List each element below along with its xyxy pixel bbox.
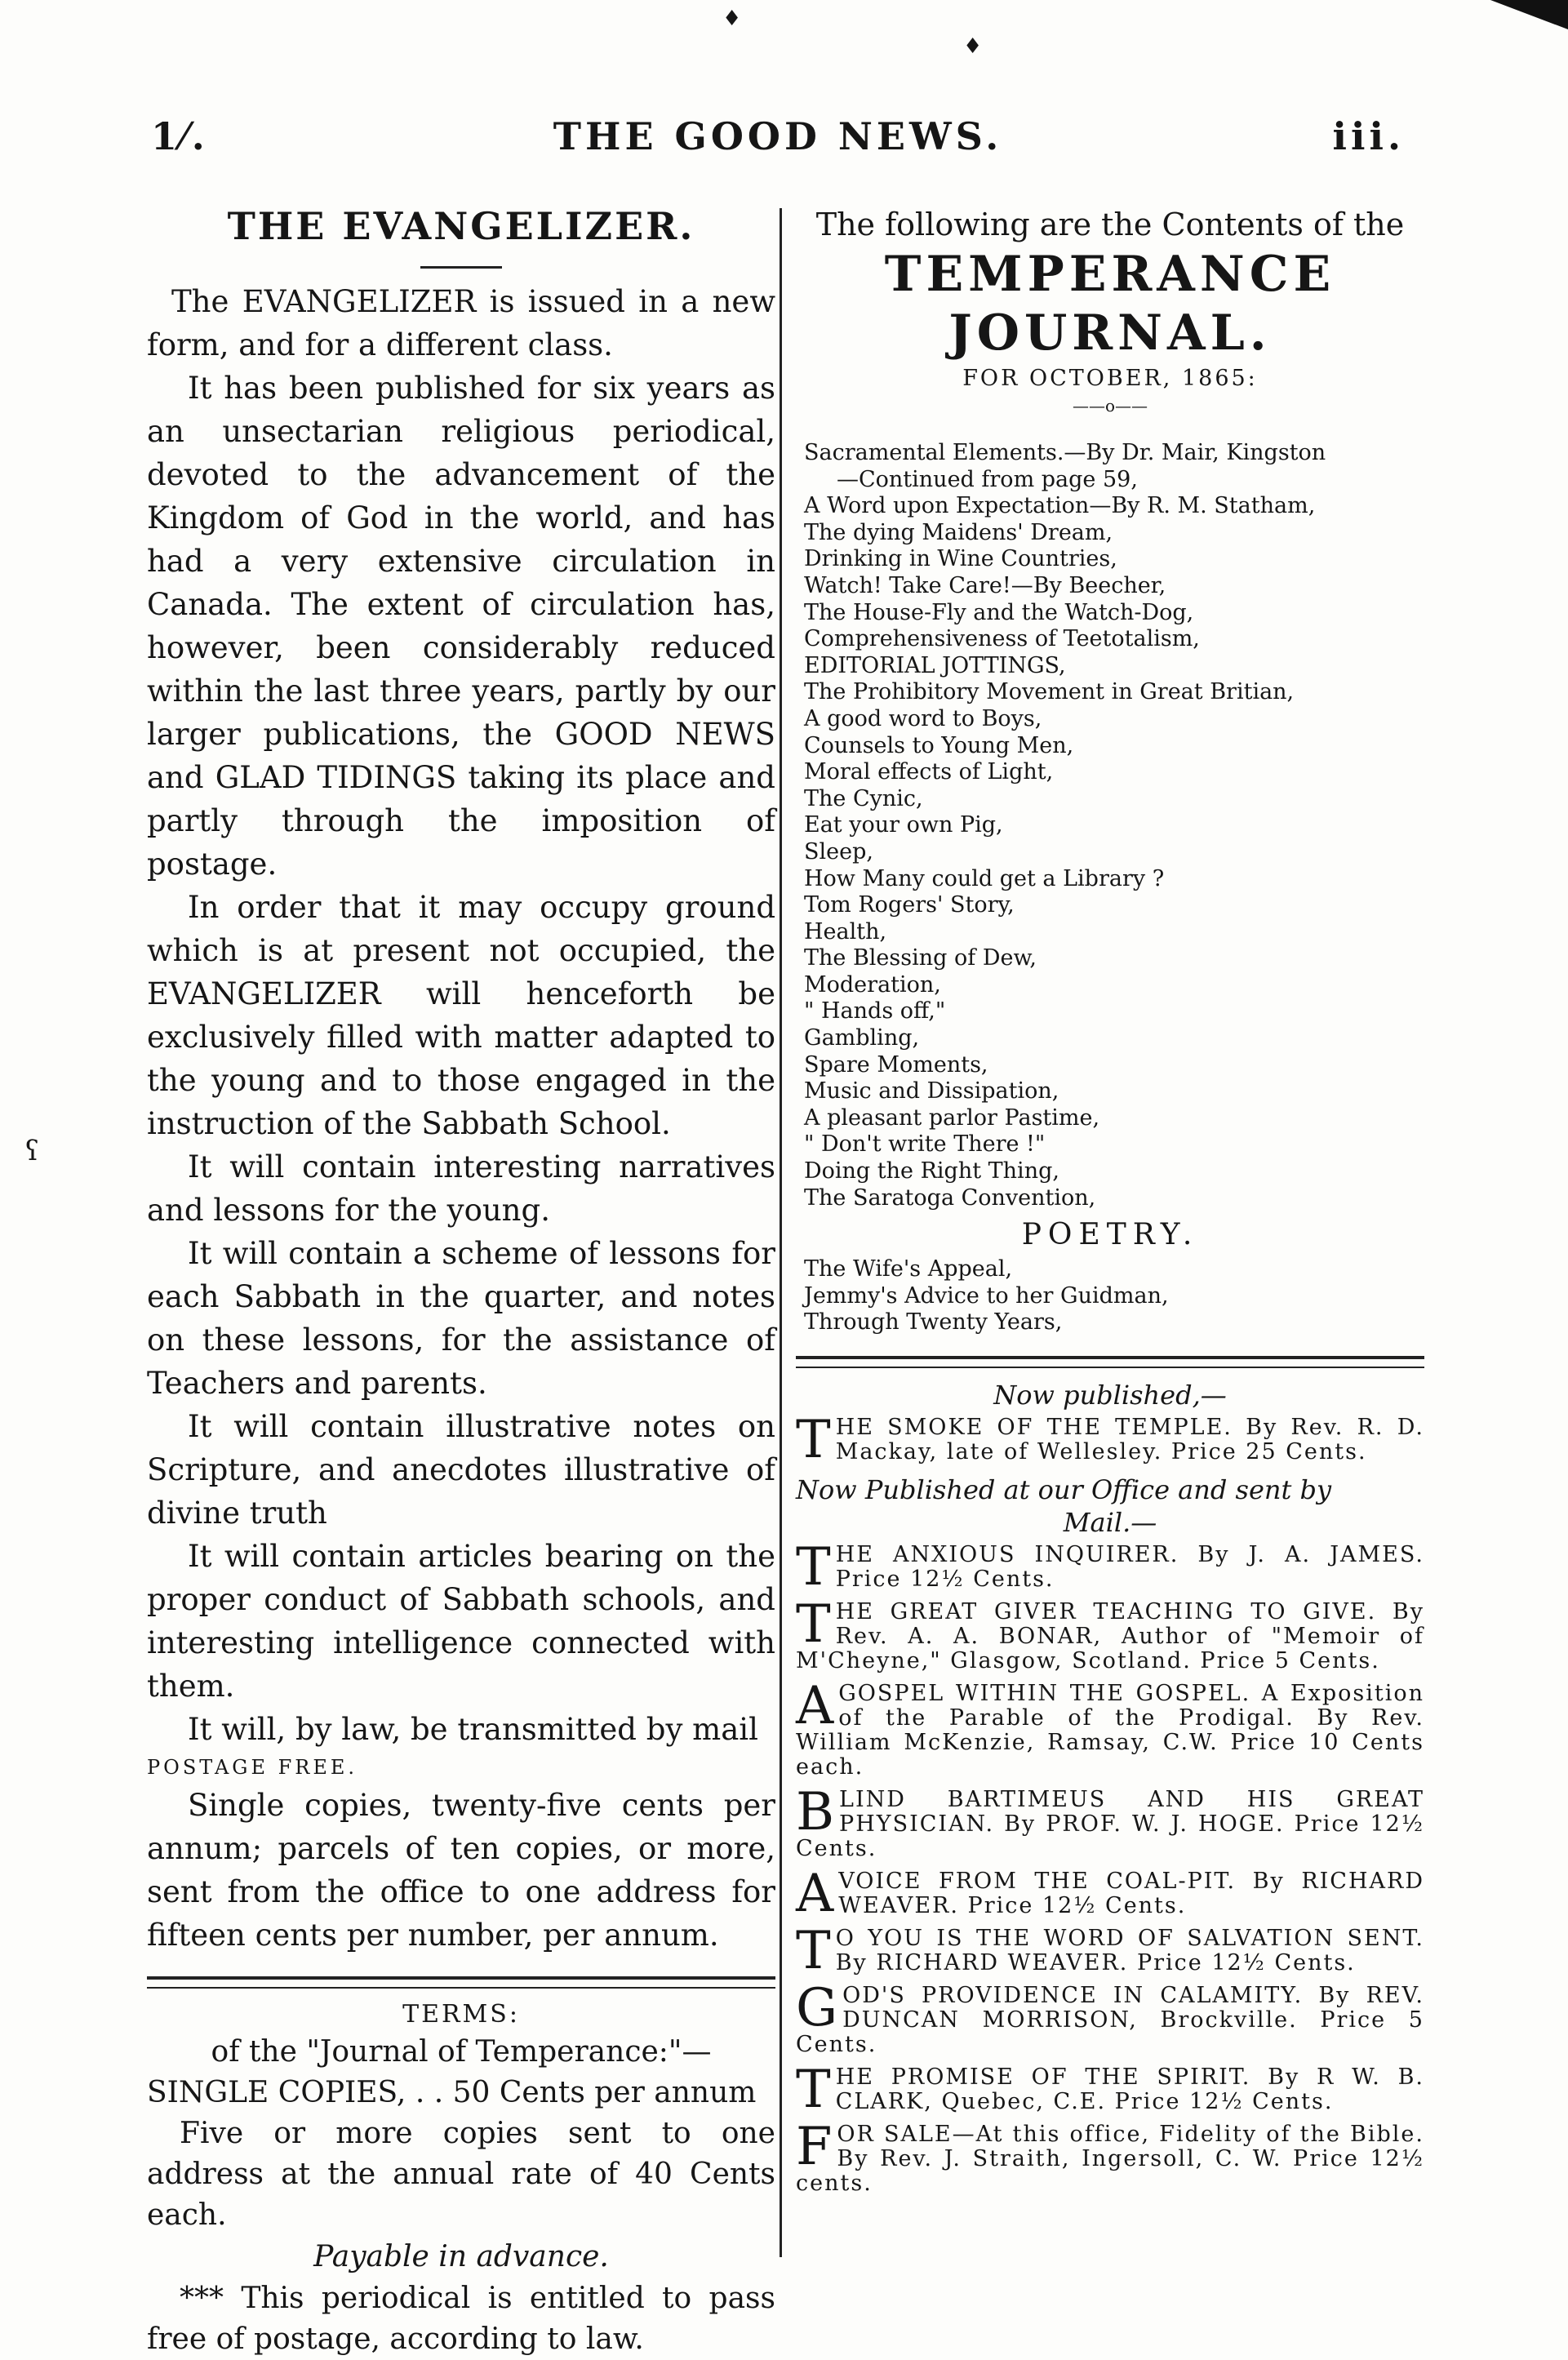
evangelizer-heading: THE EVANGELIZER. xyxy=(227,204,695,248)
contents-item: —Continued from page 59, xyxy=(837,466,1138,492)
terms-line: SINGLE COPIES, . . 50 Cents per annum xyxy=(147,2076,757,2109)
drop-cap: T xyxy=(796,1537,831,1598)
heading-rule xyxy=(420,266,502,269)
poetry-list xyxy=(796,1256,1424,1336)
advertisement-text: O YOU IS THE WORD OF SALVATION SENT. By RICHARD WEAVER. Price 12½ Cents. xyxy=(835,1926,1424,1976)
advertisement-text: HE PROMISE OF THE SPIRIT. By R W. B. CLARK, Quebec, C.E. Price 12½ Cents. xyxy=(835,2064,1424,2114)
payable-in-advance: Payable in advance. xyxy=(313,2240,609,2273)
mail-heading: Mail.— xyxy=(1063,1507,1157,1538)
contents-item: The House-Fly and the Watch-Dog, xyxy=(804,599,1194,625)
now-published-mail: Now Published at our Office and sent by xyxy=(796,1474,1332,1505)
evangelizer-paragraph: It will, by law, be transmitted by mail xyxy=(188,1712,758,1747)
corner-wedge xyxy=(1490,0,1568,29)
advertisement xyxy=(796,1676,1424,1780)
running-head-title: THE GOOD NEWS. xyxy=(553,114,1003,158)
page-number: iii. xyxy=(1332,114,1405,158)
advertisement-text: HE ANXIOUS INQUIRER. By J. A. JAMES. Price 12½ Cents. xyxy=(835,1542,1424,1592)
advertisement xyxy=(796,2060,1424,2120)
advertisement xyxy=(796,1537,1424,1598)
poetry-heading: POETRY. xyxy=(1021,1218,1199,1252)
contents-item: " Don't write There !" xyxy=(804,1131,1046,1158)
advertisement-text: OR SALE—At this office, Fidelity of the Bible. By Rev. J. Straith, Ingersoll, C. W. Price 12½ cents. xyxy=(796,2122,1424,2196)
top-speck: ♦ xyxy=(722,7,742,31)
contents-item: Sacramental Elements.—By Dr. Mair, Kingston xyxy=(804,440,1326,465)
drop-cap: F xyxy=(796,2117,833,2177)
drop-cap: G xyxy=(796,1978,838,2038)
contents-intro: The following are the Contents of the xyxy=(815,207,1405,242)
contents-item: How Many could get a Library ? xyxy=(804,865,1165,891)
contents-item: EDITORIAL JOTTINGS, xyxy=(804,652,1066,678)
contents-item: Doing the Right Thing, xyxy=(804,1158,1059,1184)
advertisement-text: HE SMOKE OF THE TEMPLE. By Rev. R. D. Mackay, late of Wellesley. Price 25 Cents. xyxy=(835,1415,1424,1464)
advertisement-text: GOSPEL WITHIN THE GOSPEL. A Exposition of the Parable of the Prodigal. By Rev. William McKenzie, Ramsay, C.W. Price 10 Cents each. xyxy=(796,1681,1424,1780)
advertisement xyxy=(796,1921,1424,1981)
now-published-heading: Now published,— xyxy=(993,1380,1227,1411)
top-speck: ♦ xyxy=(963,34,983,59)
column-divider xyxy=(780,208,782,2257)
contents-item: Tom Rogers' Story, xyxy=(804,892,1015,918)
margin-speck: ʕ xyxy=(24,1135,40,1167)
contents-item: Drinking in Wine Countries, xyxy=(804,546,1117,572)
contents-item: A pleasant parlor Pastime, xyxy=(804,1104,1100,1131)
advertisement xyxy=(796,1864,1424,1924)
advertisement-text: LIND BARTIMEUS AND HIS GREAT PHYSICIAN. By PROF. W. J. HOGE. Price 12½ Cents. xyxy=(796,1787,1424,1861)
drop-cap: T xyxy=(796,1410,831,1470)
contents-item: Moral effects of Light, xyxy=(804,759,1054,785)
contents-item: The Cynic, xyxy=(804,785,923,811)
contents-item: Eat your own Pig, xyxy=(804,812,1003,838)
contents-item: " Hands off," xyxy=(804,998,946,1024)
advertisement-text: HE GREAT GIVER TEACHING TO GIVE. By Rev. A. A. BONAR, Author of "Memoir of M'Cheyne," Glasgow, Scotland. Price 5 Cents. xyxy=(796,1599,1424,1673)
advertisement-text: VOICE FROM THE COAL-PIT. By RICHARD WEAVER. Price 12½ Cents. xyxy=(838,1869,1424,1918)
contents-item: The Blessing of Dew, xyxy=(804,945,1037,971)
contents-item: Music and Dissipation, xyxy=(804,1078,1059,1104)
postage-notice: *** This periodical is entitled to pass free of postage, according to law. xyxy=(147,2282,775,2356)
evangelizer-paragraph: In order that it may occupy ground which is at present not occupied, the EVANGELIZER will henceforth be exclusively filled with matter adapted to the young and to those engaged in the instruction of the Sabbath School. xyxy=(147,890,775,1141)
evangelizer-paragraph: It has been published for six years as an unsectarian religious periodical, devoted to the advancement of the Kingdom of God in the world, and has had a very extensive circulation in Canada. The extent of circulation has, however, been considerably reduced within the last three years, partly by our larger publications, the GOOD NEWS and GLAD TIDINGS taking its place and partly through the imposition of postage. xyxy=(147,371,775,882)
contents-item: The Saratoga Convention, xyxy=(804,1184,1096,1211)
journal-date: FOR OCTOBER, 1865: xyxy=(962,366,1258,391)
drop-cap: T xyxy=(796,1594,831,1655)
terms-line: Five or more copies sent to one address at the annual rate of 40 Cents each. xyxy=(147,2117,775,2232)
running-head xyxy=(151,114,1405,180)
evangelizer-paragraph: The EVANGELIZER is issued in a new form, and for a different class. xyxy=(147,284,775,362)
contents-item: The Prohibitory Movement in Great Britian, xyxy=(804,679,1295,705)
running-head-left-mark: 1⁄. xyxy=(151,114,209,158)
left-column xyxy=(147,204,775,2360)
contents-item: Moderation, xyxy=(804,971,941,998)
contents-item: Counsels to Young Men, xyxy=(804,732,1074,758)
evangelizer-paragraph: It will contain interesting narratives and lessons for the young. xyxy=(147,1149,775,1228)
contents-item: Health, xyxy=(804,918,887,944)
evangelizer-paragraph: It will contain articles bearing on the proper conduct of Sabbath schools, and interesting intelligence connected with them. xyxy=(147,1539,775,1704)
contents-item: A good word to Boys, xyxy=(804,705,1042,731)
contents-list xyxy=(796,440,1424,1211)
single-copies-paragraph: Single copies, twenty-five cents per annum; parcels of ten copies, or more, sent from the office to one address for fifteen cents per number, per annum. xyxy=(147,1788,775,1953)
advertisement xyxy=(796,1978,1424,2057)
contents-item: Gambling, xyxy=(804,1025,920,1051)
advertisement-text: OD'S PROVIDENCE IN CALAMITY. By REV. DUNCAN MORRISON, Brockville. Price 5 Cents. xyxy=(796,1983,1424,2057)
poetry-item: Through Twenty Years, xyxy=(804,1309,1063,1336)
drop-cap: B xyxy=(796,1782,835,1842)
advertisement xyxy=(796,1594,1424,1673)
contents-item: Sleep, xyxy=(804,838,873,864)
advertisement xyxy=(796,1410,1424,1470)
poetry-item: Jemmy's Advice to her Guidman, xyxy=(804,1282,1169,1309)
terms-rule xyxy=(147,1976,775,1989)
terms-heading: TERMS: xyxy=(402,2000,520,2029)
poetry-item: The Wife's Appeal, xyxy=(804,1256,1013,1282)
contents-item: Watch! Take Care!—By Beecher, xyxy=(804,572,1166,598)
evangelizer-paragraph: It will contain illustrative notes on Scripture, and anecdotes illustrative of divine truth xyxy=(147,1409,775,1531)
drop-cap: A xyxy=(796,1864,834,1924)
contents-item: Spare Moments, xyxy=(804,1051,988,1078)
evangelizer-paragraph: It will contain a scheme of lessons for each Sabbath in the quarter, and notes on these lessons, for the assistance of Teachers and parents. xyxy=(147,1236,775,1401)
drop-cap: A xyxy=(796,1676,834,1736)
right-column xyxy=(796,204,1424,2204)
advertisement xyxy=(796,1782,1424,1861)
advertisement xyxy=(796,2117,1424,2196)
drop-cap: T xyxy=(796,1921,831,1981)
postage-free-note: POSTAGE FREE. xyxy=(147,1756,358,1779)
contents-item: A Word upon Expectation—By R. M. Statham, xyxy=(804,493,1316,519)
contents-item: The dying Maidens' Dream, xyxy=(804,519,1113,545)
terms-line: of the "Journal of Temperance:"— xyxy=(211,2035,712,2069)
ads-rule xyxy=(796,1356,1424,1368)
journal-title: TEMPERANCE JOURNAL. xyxy=(884,246,1336,362)
drop-cap: T xyxy=(796,2060,831,2120)
ornament-rule: ——o—— xyxy=(1072,396,1148,416)
contents-item: Comprehensiveness of Teetotalism, xyxy=(804,626,1200,652)
